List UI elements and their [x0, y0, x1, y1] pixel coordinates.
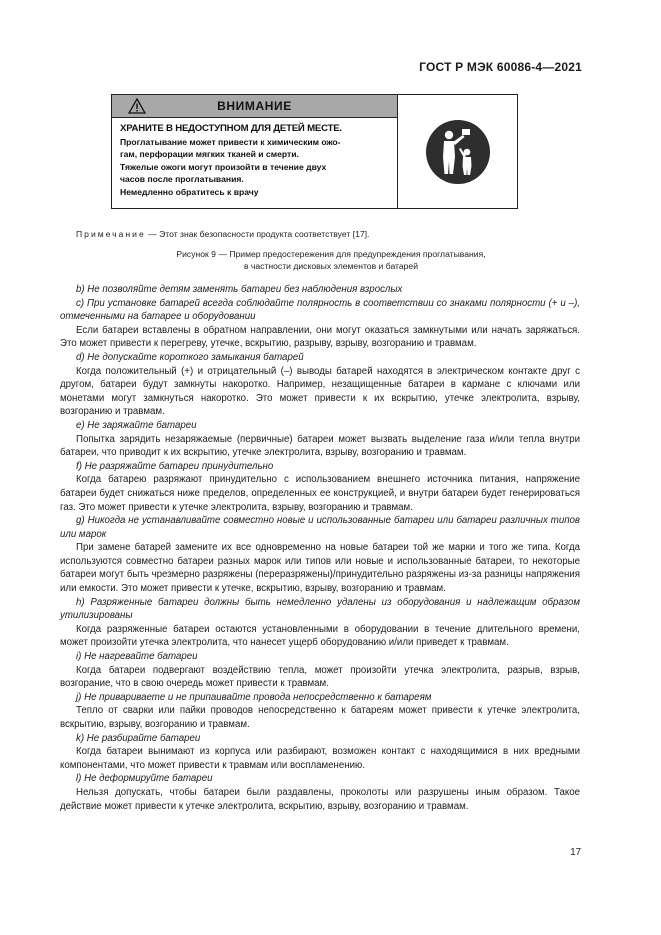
item-body: Нельзя допускать, чтобы батареи были раздавлены, проколоты или разрушены иным образом. Такое действие может привести к утечке электролита, вскрытию, взрыву, возгоранию и травмам.: [60, 786, 580, 812]
item-body: Попытка зарядить незаряжаемые (первичные) батареи может вызвать выделение газа и/или тепла внутри батареи, что приводит к их вскрытию, утечке электролита, взрыву, возгоранию и травмам.: [60, 433, 580, 459]
note-text: — Этот знак безопасности продукта соответствует [17].: [145, 229, 370, 239]
warning-box: [111, 94, 518, 209]
item-heading: b) Не позволяйте детям заменять батареи без наблюдения взрослых: [76, 284, 403, 295]
item-body: Когда батарею разряжают принудительно с использованием внешнего источника питания, напряжение батареи будет снижаться ниже пределов, определенных ее конструкцией, и внутри батареи будет генерироваться газ. Это может привести к утечке электролита, взрыву, возгоранию и травмам.: [60, 474, 580, 513]
warning-line: Немедленно обратитесь к врачу: [120, 186, 259, 197]
item-body: При замене батарей замените их все одновременно на новые батареи той же марки и того же типа. Когда используются совместно батареи разных марок или типов или новые и использованные батареи, то некоторые батареи могут быть чрезмерно разряжены (переразряжены)/принудительно разряжены из-за разницы напряжения или емкости. Это может привести к утечке, вскрытию, взрыву, возгоранию и травмам.: [60, 542, 580, 595]
figure-caption: [76, 248, 586, 272]
warning-line: ХРАНИТЕ В НЕДОСТУПНОМ ДЛЯ ДЕТЕЙ МЕСТЕ.: [120, 123, 342, 134]
item-body: Когда батареи вынимают из корпуса или разбирают, возможен контакт с находящимися в них вредными компонентами, что может привести к травмам или воспламенению.: [60, 746, 580, 771]
item-heading: d) Не допускайте короткого замыкания батарей: [76, 351, 304, 363]
warning-text-panel: [112, 95, 398, 208]
item-body: Когда разряженные батареи остаются установленными в оборудовании в течение длительного времени, может произойти утечка электролита, что нанесет ущерб оборудованию и/или приведет к травмам.: [60, 623, 580, 649]
item-heading: g) Никогда не устанавливайте совместно новые и использованные батареи или батареи различных типов или марок: [60, 515, 580, 540]
item-body: Когда батареи подвергают воздействию тепла, может произойти утечка электролита, разрыв, взрыв, возгорание, что в свою очередь может привести к травмам.: [60, 664, 580, 690]
figure-note: [76, 229, 369, 239]
item-body: Тепло от сварки или пайки проводов непосредственно к батареям может привести к утечке электролита, вскрытию, взрыву, возгоранию и травмам.: [60, 705, 580, 730]
warning-triangle-icon: [128, 98, 146, 114]
standard-designation: ГОСТ Р МЭК 60086-4—2021: [419, 60, 582, 74]
caption-line: Рисунок 9 — Пример предостережения для предупреждения проглатывания,: [176, 249, 486, 259]
item-heading: c) При установке батарей всегда соблюдайте полярность в соответствии со знаками полярности (+ и –), отмеченными на батарее и оборудовании: [60, 297, 580, 323]
warning-line: гам, перфорации мягких тканей и смерти.: [120, 149, 299, 160]
item-heading: j) Не привариваете и не припаивайте провода непосредственно к батареям: [76, 691, 432, 703]
item-heading: l) Не деформируйте батареи: [76, 773, 213, 785]
pictogram-panel: [398, 95, 517, 208]
item-heading: h) Разряженные батареи должны быть немедленно удалены из оборудования и надлежащим образом утилизированы: [60, 596, 580, 622]
item-heading: k) Не разбирайте батареи: [76, 732, 201, 744]
warning-body: [112, 118, 397, 199]
warning-line: часов после проглатывания.: [120, 174, 244, 185]
warning-line: Тяжелые ожоги могут произойти в течение двух: [120, 161, 327, 172]
warning-line: Проглатывание может привести к химическим ожо-: [120, 136, 341, 147]
item-body: Если батареи вставлены в обратном направлении, они могут оказаться замкнутыми или начать заряжаться. Это может привести к перегреву, утечке, вскрытию, разрыву, взрыву, возгоранию и травмам.: [60, 324, 580, 350]
item-heading: e) Не заряжайте батареи: [76, 419, 197, 431]
item-body: Когда положительный (+) и отрицательный (–) выводы батарей находятся в электрическом контакте друг с другом, батареи будут замкнуты накоротко. Например, незащищенные батареи в кармане с ключами или монетами могут замкнуться накоротко. Это может привести к их вскрытию, утечке электролита, взрыву, возгоранию и травмам.: [60, 365, 580, 418]
body-text: [60, 283, 580, 813]
keep-away-from-children-icon: [425, 119, 491, 185]
page-number: 17: [570, 847, 581, 858]
item-heading: i) Не нагревайте батареи: [76, 651, 198, 663]
warning-title-bar: [112, 95, 397, 118]
warning-title: ВНИМАНИЕ: [217, 99, 292, 113]
item-heading: f) Не разряжайте батареи принудительно: [76, 460, 274, 472]
note-label: Примечание: [76, 229, 146, 239]
caption-line: в частности дисковых элементов и батарей: [243, 261, 419, 271]
